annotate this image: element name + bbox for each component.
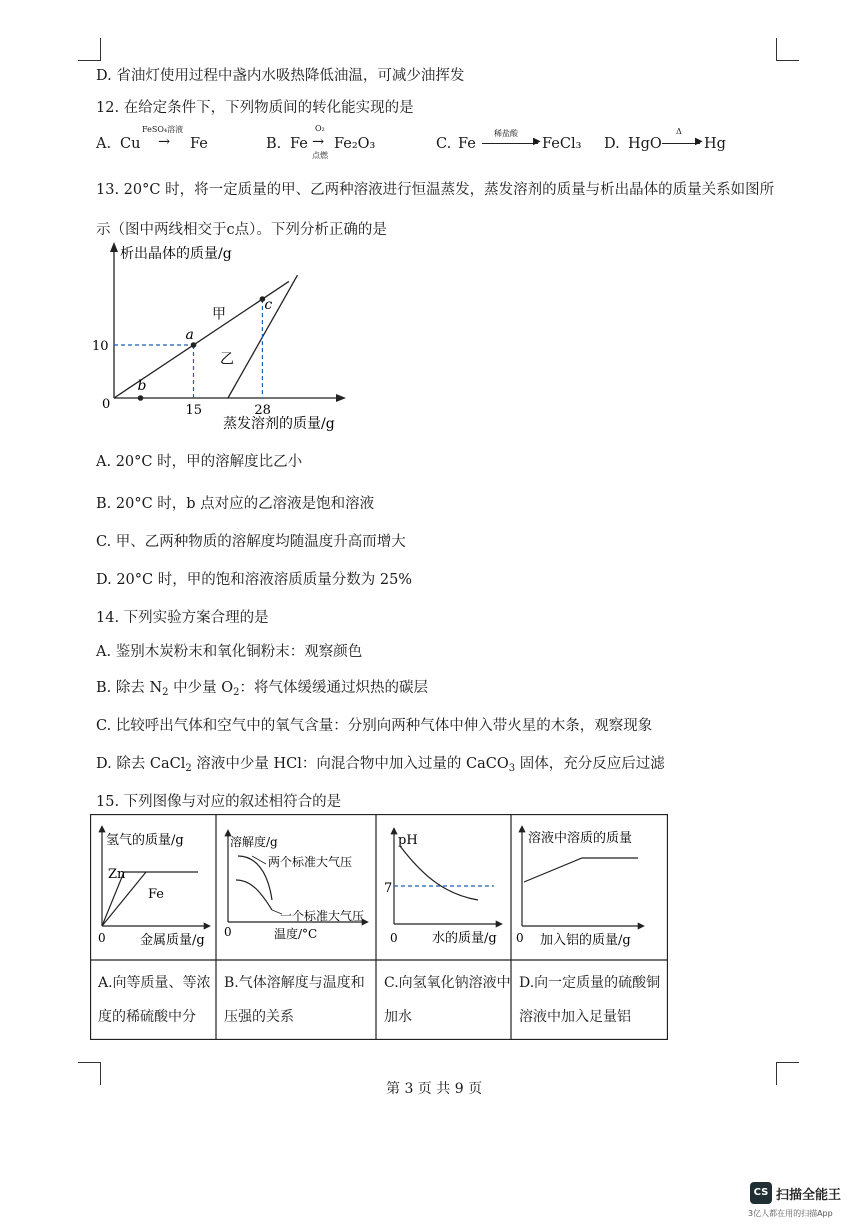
camscanner-name: 扫描全能王 [776, 1188, 842, 1203]
graph-a-xlabel: 金属质量/g [140, 933, 205, 948]
q15-caption-a: A.向等质量、等浓度的稀硫酸中分 [98, 975, 211, 1025]
arrow-shaft [482, 143, 538, 144]
x-axis-arrow [336, 394, 346, 402]
q14-stem: 14. 下列实验方案合理的是 [96, 610, 269, 626]
graph-d [516, 828, 642, 948]
q12-stem: 12. 在给定条件下，下列物质间的转化能实现的是 [96, 100, 414, 116]
q15-caption-b: B.气体溶解度与温度和压强的关系 [224, 975, 365, 1025]
graph-d-origin: 0 [516, 931, 524, 945]
arrow-head-icon: ▶ [695, 136, 703, 147]
q15-table [90, 814, 668, 1040]
q12-a-label: A. [96, 136, 112, 152]
y-axis-arrow [110, 242, 118, 252]
graph-b [224, 832, 366, 941]
graph-c-ylabel: pH [398, 833, 418, 848]
q13-stem-line2: 示（图中两线相交于c点）。下列分析正确的是 [96, 222, 387, 238]
graph-b-origin: 0 [224, 925, 232, 939]
q14-option-d: D. 除去 CaCl$_2$ 溶液中少量 HCl：向混合物中加入过量的 CaCO$_3$ 固体，充分反应后过滤 [96, 756, 665, 774]
q13-chart [88, 238, 378, 438]
x-axis-label: 蒸发溶剂的质量/g [223, 416, 335, 432]
q14-option-b: B. 除去 $N_2$ 中少量 $O_2$：将气体缓缓通过炽热的碳层 [96, 680, 429, 698]
point-a [191, 342, 197, 348]
y-tick-label: 10 [92, 339, 109, 354]
q11-option-d: D. 省油灯使用过程中盏内水吸热降低油温，可减少油挥发 [96, 68, 465, 84]
q14-option-a: A. 鉴别木炭粉末和氧化铜粉末：观察颜色 [96, 644, 363, 660]
graph-a-origin: 0 [98, 931, 106, 945]
q12-c-to: FeCl₃ [542, 136, 582, 152]
q12-b-to: Fe₂O₃ [334, 136, 376, 152]
graph-a-label-zn: Zn [108, 867, 126, 882]
q12-a-from: Cu [120, 136, 141, 152]
q13-stem-line1: 13. 20°C 时，将一定质量的甲、乙两种溶液进行恒温蒸发，蒸发溶剂的质量与析出晶体的质量关系如图所 [96, 182, 775, 198]
origin-label: 0 [102, 397, 111, 412]
graph-d-xlabel: 加入铝的质量/g [540, 933, 631, 948]
crop-mark-bottom-left [78, 1062, 101, 1085]
graph-c-xlabel: 水的质量/g [432, 931, 497, 946]
graph-b-ylabel: 溶解度/g [230, 835, 278, 849]
graph-a [98, 828, 208, 948]
crop-mark-top-left [78, 38, 101, 61]
crop-mark-bottom-right [776, 1062, 799, 1085]
crop-mark-top-right [776, 38, 799, 61]
point-b [138, 395, 144, 401]
graph-c-curve [400, 846, 478, 900]
arrow-icon: → [158, 134, 171, 150]
x-tick-label: 28 [254, 403, 271, 418]
graph-b-label-1atm: 一个标准大气压 [280, 909, 365, 923]
arrow-head-icon: ▶ [533, 136, 541, 147]
q13-option-c: C. 甲、乙两种物质的溶解度均随温度升高而增大 [96, 534, 406, 550]
x-tick-label: 15 [185, 403, 203, 418]
q12-c-label: C. [436, 136, 452, 152]
q13-option-a: A. 20°C 时，甲的溶解度比乙小 [96, 454, 303, 470]
page-number: 第 3 页 共 9 页 [386, 1081, 483, 1097]
series-label-jia: 甲 [212, 306, 227, 323]
graph-b-curve-2atm [238, 856, 272, 900]
camscanner-slogan: 3亿人都在用的扫描App [748, 1209, 833, 1218]
q12-b-cond-top: O₂ [315, 124, 325, 133]
q14-option-c: C. 比较呼出气体和空气中的氧气含量：分别向两种气体中伸入带火星的木条，观察现象 [96, 718, 653, 734]
graph-c-origin: 0 [390, 931, 398, 945]
graph-a-ylabel: 氢气的质量/g [106, 833, 184, 848]
q12-d-from: HgO [628, 136, 662, 152]
graph-c [384, 830, 500, 946]
q13-option-d: D. 20°C 时，甲的饱和溶液溶质质量分数为 25% [96, 572, 413, 588]
point-label-c: c [264, 297, 273, 314]
q12-b-from: Fe [290, 136, 308, 152]
series-label-yi: 乙 [220, 351, 234, 368]
q12-c-cond: 稀盐酸 [494, 129, 518, 138]
y-axis-label: 析出晶体的质量/g [120, 246, 232, 262]
arrow-icon: → [312, 134, 325, 150]
q12-d-cond: Δ [676, 127, 682, 136]
point-label-b: b [137, 378, 147, 394]
point-label-a: a [185, 327, 194, 343]
q13-option-b: B. 20°C 时，b 点对应的乙溶液是饱和溶液 [96, 496, 375, 512]
q12-d-to: Hg [704, 136, 726, 152]
graph-b-curve-1atm [236, 880, 272, 910]
graph-b-label-2atm: 两个标准大气压 [268, 855, 353, 869]
q12-a-cond: FeSO₄溶液 [142, 125, 184, 134]
camscanner-logo-icon: CS [750, 1182, 772, 1204]
camscanner-watermark [746, 1182, 862, 1224]
q15-stem: 15. 下列图像与对应的叙述相符合的是 [96, 794, 342, 810]
graph-d-line [524, 858, 638, 882]
q12-c-from: Fe [458, 136, 476, 152]
q15-caption-c: C.向氢氧化钠溶液中加水 [384, 975, 511, 1025]
q15-caption-d: D.向一定质量的硫酸铜溶液中加入足量铝 [519, 975, 661, 1025]
q12-b-cond-bottom: 点燃 [312, 151, 328, 160]
q12-b-label: B. [266, 136, 282, 152]
q12-a-to: Fe [190, 136, 208, 152]
graph-c-ref-label: 7 [384, 881, 393, 896]
q12-d-label: D. [604, 136, 620, 152]
graph-d-ylabel: 溶液中溶质的质量 [528, 831, 633, 846]
graph-b-xlabel: 温度/°C [274, 927, 318, 941]
graph-a-label-fe: Fe [148, 887, 165, 902]
